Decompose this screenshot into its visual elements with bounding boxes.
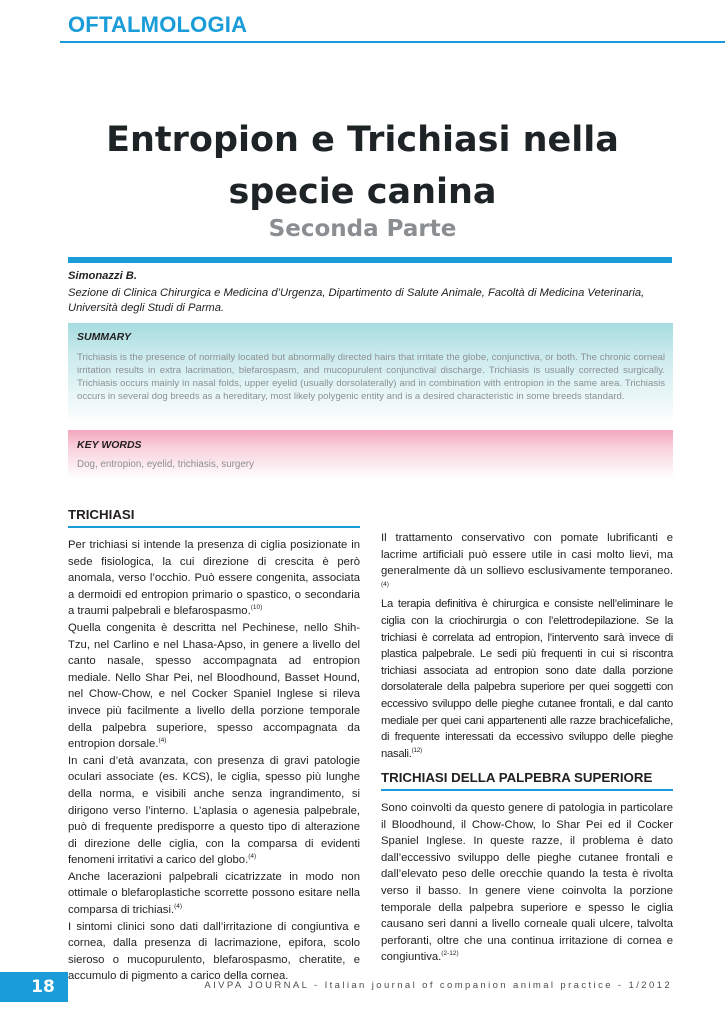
paragraph [68, 919, 360, 985]
paragraph-text: I sintomi clinici sono dati dall’irritazione di congiuntiva e cornea, dalla presenza di lacrimazione, epifora, scolo sieroso o mucopurulento, blefarospasmo, cheratite, e accumulo di pigmento a carico della cornea. [68, 920, 360, 983]
paragraph-text: Il trattamento conservativo con pomate lubrificanti e lacrime artificiali può essere utile in casi molto lievi, ma generalmente dà un sollievo esclusivamente temporaneo. [381, 532, 673, 578]
affiliation: Sezione di Clinica Chirurgica e Medicina d’Urgenza, Dipartimento di Salute Animale, Facoltà di Medicina Veterinaria, Università degli Studi di Parma. [68, 287, 645, 314]
reference: (4) [158, 737, 167, 745]
reference: (4) [248, 853, 257, 861]
paragraph-text: Quella congenita è descritta nel Pechinese, nello Shih-Tzu, nel Carlino e nel Lhasa-Apso, in genere a livello del canto nasale, spesso accompagnata ad entropion mediale. Nello Shar Pei, nel Bloodhound, Basset Hound, nel Chow-Chow, e nel Cocker Spaniel Inglese si rileva invece più facilmente a livello della porzione temporale della palpebra superiore, spesso accompagnata da entropion dorsale. [68, 621, 360, 751]
section-tag: OFTALMOLOGIA [68, 12, 248, 37]
paragraph-text: La terapia definitiva è chirurgica e consiste nell’eliminare le ciglia con la criochirurgia o con l’elettrodepilazione. Se la trichiasi è correlata ad entropion, l’intervento sarà invece di plastica palpebrale. Le sedi più frequenti in cui si riscontra trichiasi associata ad entropion sono date dalla porzione dorsolaterale della palpebra superiore per quei soggetti con eccessivo sviluppo delle pieghe cutanee frontali, e dal canto mediale per quei cani appartenenti alle razze brachicefaliche, di frequente interessati da eccessivo sviluppo delle pieghe nasali. [381, 598, 673, 760]
paragraph-text: In cani d’età avanzata, con presenza di gravi patologie oculari associate (es. KCS), le ciglia, spesso più lunghe della norma, e visibili anche senza ingrandimento, si dirigono verso l’interno. L’aplasia o agenesia palpebrale, può di frequente predisporre a questo tipo di alterazione di direzione delle ciglia, con la comparsa di evidenti fenomeni irritativi a carico del globo. [68, 754, 360, 867]
author: Simonazzi B. [68, 270, 137, 282]
section-heading-palpebra-superiore: TRICHIASI DELLA PALPEBRA SUPERIORE [381, 769, 673, 791]
paragraph [68, 869, 360, 919]
reference: (10) [250, 604, 263, 612]
summary-text: Trichiasis is the presence of normally located but abnormally directed hairs that irritate the globe, conjunctiva, or both. The chronic corneal irritation results in extra lacrimation, blefarospasm, and mucopurulent conjunctival discharge. Trichiasis is usually corrected surgically. Trichiasis occurs mainly in nasal folds, upper eyelid (usually dorsolaterally) and in combination with entropion in the same area. Trichiasis occurs in several dog breeds as a hereditary, most likely polygenic entity and is a desired characteristic in some breeds standard. [77, 352, 665, 403]
section-rule [60, 41, 725, 43]
left-column [68, 506, 360, 985]
reference: (12) [411, 746, 422, 754]
summary-box [68, 323, 673, 425]
reference: (2-12) [441, 950, 459, 958]
paragraph [68, 753, 360, 869]
paragraph [381, 596, 673, 762]
keywords-text: Dog, entropion, eyelid, trichiasis, surgery [77, 459, 254, 470]
summary-heading: SUMMARY [77, 331, 132, 343]
paragraph-text: Sono coinvolti da questo genere di patologia in particolare il Bloodhound, il Chow-Chow, lo Shar Pei ed il Cocker Spaniel Inglese. In queste razze, il problema è dato dall’eccessivo sviluppo delle pieghe cutanee frontali e dall’elevato peso delle orecchie quando la testa è rivolta verso il basso. In genere viene coinvolta la porzione temporale della palpebra superiore e spesso le ciglia causano seri danni a livello corneale quali ulcere, talvolta perforanti, oltre che una continua irritazione di cornea e congiuntiva. [381, 802, 673, 964]
paragraph [381, 530, 673, 596]
page-number: 18 [0, 972, 68, 1002]
paragraph [381, 800, 673, 966]
paragraph [68, 537, 360, 620]
journal-footer: AIVPA JOURNAL - Italian journal of companion animal practice - 1/2012 [204, 980, 672, 991]
paragraph-text: Anche lacerazioni palpebrali cicatrizzate in modo non ottimale o blefaroplastiche scorrette possono esitare nella comparsa di trichiasi. [68, 870, 360, 917]
reference: (4) [381, 581, 389, 589]
right-column-bottom [381, 769, 673, 966]
title-line-2: specie canina [228, 172, 497, 212]
keywords-heading: KEY WORDS [77, 439, 142, 451]
paragraph [68, 620, 360, 753]
title-line-1: Entropion e Trichiasi nella [106, 120, 619, 160]
article-title [40, 114, 685, 218]
keywords-box [68, 430, 673, 478]
reference: (4) [174, 903, 183, 911]
title-rule [68, 257, 672, 263]
right-column-top [381, 530, 673, 762]
article-subtitle: Seconda Parte [268, 216, 457, 242]
paragraph-text: Per trichiasi si intende la presenza di ciglia posizionate in sede fisiologica, la cui direzione di crescita è però anomala, verso l’occhio. Può essere congenita, associata a dermoidi ed entropion primario o spastico, o secondaria a traumi palpebrali e blefarospasmo. [68, 539, 360, 618]
section-heading-trichiasi: TRICHIASI [68, 506, 360, 528]
